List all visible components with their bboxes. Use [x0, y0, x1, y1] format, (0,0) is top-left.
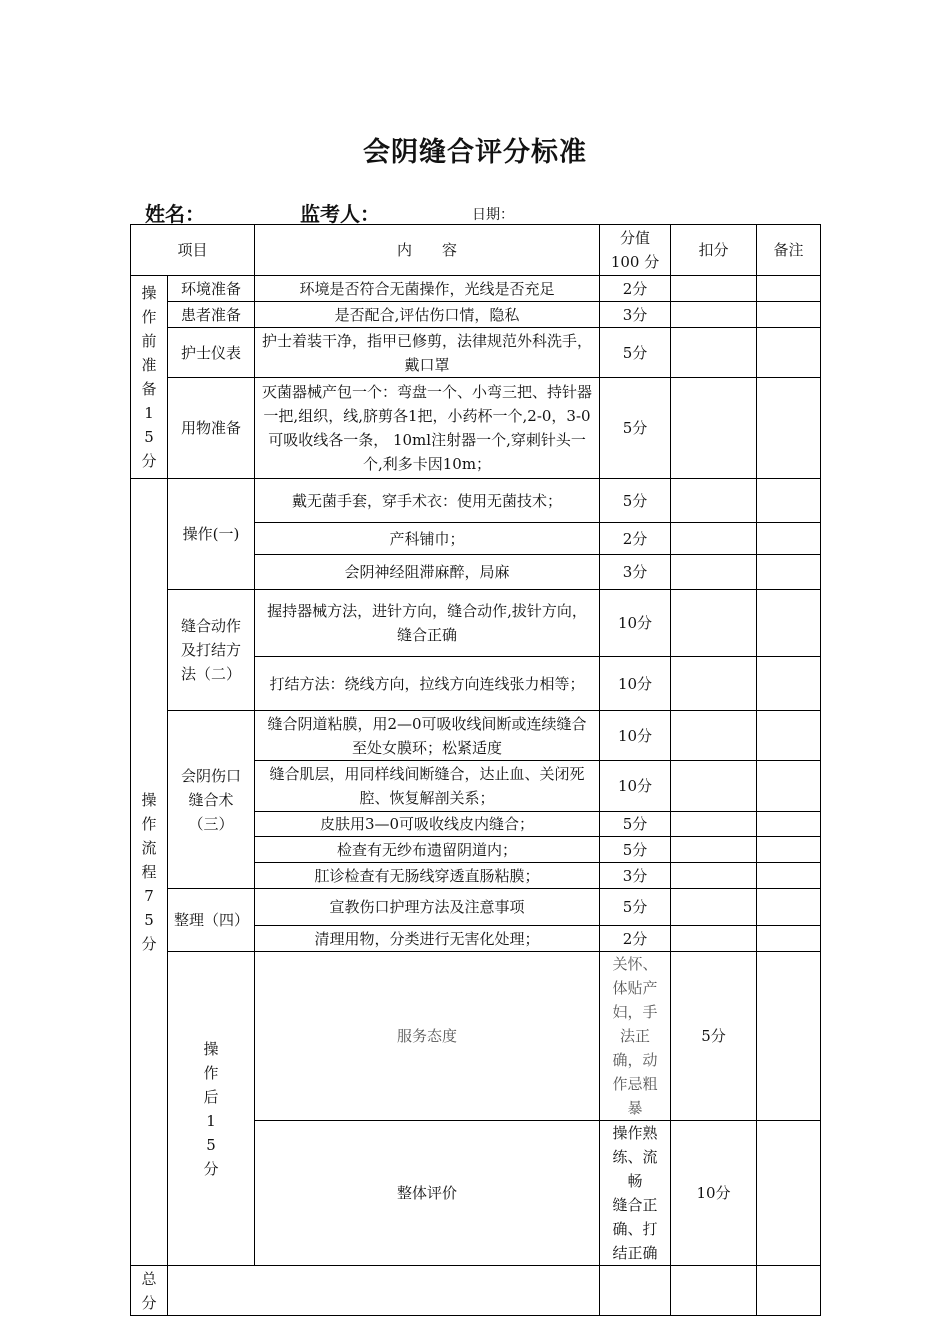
sub-op3: 会阴伤口缝合术（三） [168, 711, 255, 889]
deduct-cell[interactable] [671, 555, 757, 590]
sub-op1: 操作(一) [168, 479, 255, 590]
points-op4b: 2分 [600, 926, 671, 952]
content-nurse: 护士着装干净，指甲已修剪，法律规范外科洗手，戴口罩 [255, 328, 600, 378]
total-deduct-cell[interactable] [671, 1266, 757, 1316]
points-op3a: 10分 [600, 711, 671, 761]
table-row [131, 302, 821, 328]
points-env: 2分 [600, 276, 671, 302]
header-remark: 备注 [757, 225, 821, 276]
deduct-cell[interactable] [671, 837, 757, 863]
sub-env: 环境准备 [168, 276, 255, 302]
remark-cell[interactable] [757, 555, 821, 590]
points-supplies: 5分 [600, 378, 671, 479]
header-score-line2: 100 分 [610, 253, 660, 271]
remark-cell[interactable] [757, 889, 821, 926]
sub-nurse: 护士仪表 [168, 328, 255, 378]
points-op1b: 2分 [600, 523, 671, 555]
deduct-cell[interactable] [671, 657, 757, 711]
deduct-cell[interactable] [671, 328, 757, 378]
content-op1b: 产科铺巾； [255, 523, 600, 555]
section-total: 总分 [131, 1266, 168, 1316]
score-table [130, 224, 821, 1316]
remark-cell[interactable] [757, 479, 821, 523]
points-overall: 10分 [671, 1121, 757, 1266]
deduct-cell[interactable] [671, 926, 757, 952]
remark-cell[interactable] [757, 926, 821, 952]
content-service: 关怀、体贴产妇，手法正确，动作忌粗暴 [600, 952, 671, 1121]
deduct-cell[interactable] [671, 378, 757, 479]
table-header-row [131, 225, 821, 276]
header-deduct: 扣分 [671, 225, 757, 276]
remark-cell[interactable] [757, 837, 821, 863]
total-points-cell[interactable] [600, 1266, 671, 1316]
remark-cell[interactable] [757, 328, 821, 378]
content-op3c: 皮肤用3—0可吸收线皮内缝合； [255, 812, 600, 837]
content-overall [600, 1121, 671, 1266]
section-post: 操作后15分 [168, 952, 255, 1266]
points-service: 5分 [671, 952, 757, 1121]
points-op3b: 10分 [600, 761, 671, 812]
table-row [131, 479, 821, 523]
sub-patient: 患者准备 [168, 302, 255, 328]
remark-cell[interactable] [757, 863, 821, 889]
header-item: 项目 [131, 225, 255, 276]
points-op1c: 3分 [600, 555, 671, 590]
content-op1c: 会阴神经阻滞麻醉，局麻 [255, 555, 600, 590]
points-op1a: 5分 [600, 479, 671, 523]
remark-cell[interactable] [757, 657, 821, 711]
table-row [131, 590, 821, 657]
points-patient: 3分 [600, 302, 671, 328]
remark-cell[interactable] [757, 761, 821, 812]
deduct-cell[interactable] [671, 590, 757, 657]
points-op3d: 5分 [600, 837, 671, 863]
content-op1a: 戴无菌手套，穿手术衣：使用无菌技术； [255, 479, 600, 523]
deduct-cell[interactable] [671, 812, 757, 837]
points-op2a: 10分 [600, 590, 671, 657]
table-row [131, 378, 821, 479]
section-process: 操作流程75分 [131, 479, 168, 1266]
content-supplies: 灭菌器械产包一个：弯盘一个、小弯三把、持针器一把,组织，线,脐剪各1把，小药杯一个,2-0，3-0可吸收线各一条， 10ml注射器一个,穿刺针头一个,利多卡因10m； [255, 378, 600, 479]
name-label: 姓名： [145, 202, 205, 226]
sub-service: 服务态度 [255, 952, 600, 1121]
overall-line2: 缝合正确、打结正确 [612, 1196, 658, 1262]
deduct-cell[interactable] [671, 889, 757, 926]
deduct-cell[interactable] [671, 863, 757, 889]
sub-overall: 整体评价 [255, 1121, 600, 1266]
content-env: 环境是否符合无菌操作，光线是否充足 [255, 276, 600, 302]
remark-cell[interactable] [757, 523, 821, 555]
sub-op2: 缝合动作及打结方法（二） [168, 590, 255, 711]
table-row [131, 711, 821, 761]
content-op2a: 握持器械方法，进针方向，缝合动作,拔针方向，缝合正确 [255, 590, 600, 657]
content-op3b: 缝合肌层，用同样线间断缝合，达止血、关闭死腔、恢复解剖关系； [255, 761, 600, 812]
points-nurse: 5分 [600, 328, 671, 378]
deduct-cell[interactable] [671, 761, 757, 812]
examiner-label: 监考人： [300, 202, 380, 226]
date-label: 日期： [472, 207, 514, 223]
table-row [131, 889, 821, 926]
deduct-cell[interactable] [671, 479, 757, 523]
page-title: 会阴缝合评分标准 [363, 137, 587, 168]
deduct-cell[interactable] [671, 276, 757, 302]
total-content-cell[interactable] [168, 1266, 600, 1316]
content-op3d: 检查有无纱布遗留阴道内； [255, 837, 600, 863]
remark-cell[interactable] [757, 302, 821, 328]
header-score [600, 225, 671, 276]
content-op3a: 缝合阴道粘膜，用2—0可吸收线间断或连续缝合至处女膜环；松紧适度 [255, 711, 600, 761]
table-row-total [131, 1266, 821, 1316]
content-op2b: 打结方法：绕线方向，拉线方向连线张力相等； [255, 657, 600, 711]
table-row [131, 952, 821, 1121]
sub-supplies: 用物准备 [168, 378, 255, 479]
remark-cell[interactable] [757, 711, 821, 761]
deduct-cell[interactable] [671, 523, 757, 555]
content-patient: 是否配合,评估伤口情，隐私 [255, 302, 600, 328]
deduct-cell[interactable] [757, 1121, 821, 1266]
content-op4a: 宣教伤口护理方法及注意事项 [255, 889, 600, 926]
points-op4a: 5分 [600, 889, 671, 926]
content-op4b: 清理用物，分类进行无害化处理； [255, 926, 600, 952]
table-row [131, 276, 821, 302]
section-pre: 操作前准备15分 [131, 276, 168, 479]
remark-cell[interactable] [757, 590, 821, 657]
points-op3e: 3分 [600, 863, 671, 889]
remark-cell[interactable] [757, 276, 821, 302]
points-op3c: 5分 [600, 812, 671, 837]
remark-cell[interactable] [757, 812, 821, 837]
content-op3e: 肛诊检查有无肠线穿透直肠粘膜； [255, 863, 600, 889]
header-content: 内 容 [255, 225, 600, 276]
sub-op4: 整理（四） [168, 889, 255, 952]
table-row [131, 328, 821, 378]
deduct-cell[interactable] [671, 711, 757, 761]
header-score-line1: 分值 [620, 229, 651, 247]
deduct-cell[interactable] [757, 952, 821, 1121]
deduct-cell[interactable] [671, 302, 757, 328]
total-remark-cell[interactable] [757, 1266, 821, 1316]
points-op2b: 10分 [600, 657, 671, 711]
remark-cell[interactable] [757, 378, 821, 479]
overall-line1: 操作熟练、流畅 [612, 1124, 658, 1190]
